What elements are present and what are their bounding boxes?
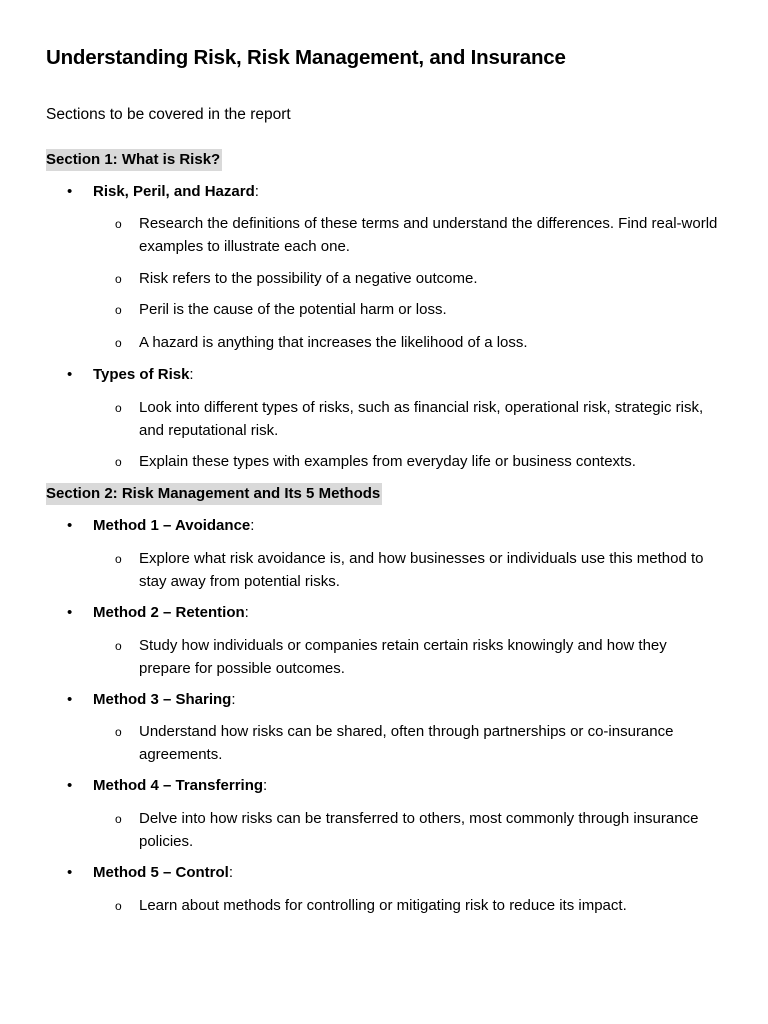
section-2-heading: Section 2: Risk Management and Its 5 Methods: [46, 483, 382, 505]
bullet-label: Method 2 – Retention: [93, 604, 245, 621]
sub-marker: o: [115, 401, 122, 415]
sub-marker: o: [115, 455, 122, 469]
document-title: Understanding Risk, Risk Management, and Insurance: [46, 46, 566, 69]
bullet-marker: •: [67, 366, 73, 383]
sub-marker: o: [115, 217, 122, 231]
sub-item: o Learn about methods for controlling or mitigating risk to reduce its impact.: [139, 895, 719, 918]
bullet-method-5: • Method 5 – Control:: [93, 862, 713, 884]
sub-item: o Delve into how risks can be transferred to others, most commonly through insurance policies.: [115, 810, 699, 850]
section-1-heading: Section 1: What is Risk?: [46, 149, 222, 171]
sub-marker: o: [115, 336, 122, 350]
bullet-marker: •: [67, 691, 73, 708]
bullet-label: Method 1 – Avoidance: [93, 517, 251, 534]
sub-marker: o: [115, 552, 122, 566]
sub-marker: o: [115, 303, 122, 317]
bullet-marker: •: [67, 864, 73, 881]
bullet-types-of-risk: • Types of Risk:: [93, 364, 713, 386]
bullet-method-4: • Method 4 – Transferring:: [93, 775, 713, 797]
bullet-method-1: • Method 1 – Avoidance:: [93, 515, 713, 537]
bullet-label: Method 4 – Transferring: [93, 777, 264, 794]
sub-item: o A hazard is anything that increases the likelihood of a loss.: [139, 332, 719, 355]
sub-item: o Risk refers to the possibility of a negative outcome.: [139, 268, 719, 291]
bullet-label: Types of Risk: [93, 366, 190, 383]
bullet-marker: •: [67, 604, 73, 621]
bullet-label: Method 3 – Sharing: [93, 691, 232, 708]
sub-item: o Look into different types of risks, such as financial risk, operational risk, strategic risk, and reputational risk.: [115, 399, 704, 439]
intro-text: Sections to be covered in the report: [46, 106, 291, 123]
sub-marker: o: [115, 272, 122, 286]
sub-item: o Study how individuals or companies retain certain risks knowingly and how they prepare for possible outcomes.: [115, 637, 667, 677]
bullet-label: Method 5 – Control: [93, 864, 229, 881]
bullet-marker: •: [67, 183, 73, 200]
sub-marker: o: [115, 899, 122, 913]
bullet-label: Risk, Peril, and Hazard: [93, 183, 255, 200]
sub-item: o Research the definitions of these terms and understand the differences. Find real-world examples to illustrate each one.: [115, 215, 718, 255]
bullet-risk-peril-hazard: • Risk, Peril, and Hazard:: [93, 181, 713, 203]
bullet-method-3: • Method 3 – Sharing:: [93, 689, 713, 711]
bullet-marker: •: [67, 777, 73, 794]
bullet-marker: •: [67, 517, 73, 534]
sub-item: o Explain these types with examples from everyday life or business contexts.: [139, 451, 719, 474]
sub-item: o Understand how risks can be shared, often through partnerships or co-insurance agreements.: [115, 723, 674, 763]
sub-marker: o: [115, 725, 122, 739]
bullet-method-2: • Method 2 – Retention:: [93, 602, 713, 624]
sub-item: o Peril is the cause of the potential harm or loss.: [139, 299, 719, 322]
sub-marker: o: [115, 639, 122, 653]
sub-marker: o: [115, 812, 122, 826]
sub-item: o Explore what risk avoidance is, and how businesses or individuals use this method to stay away from potential risks.: [115, 550, 704, 590]
